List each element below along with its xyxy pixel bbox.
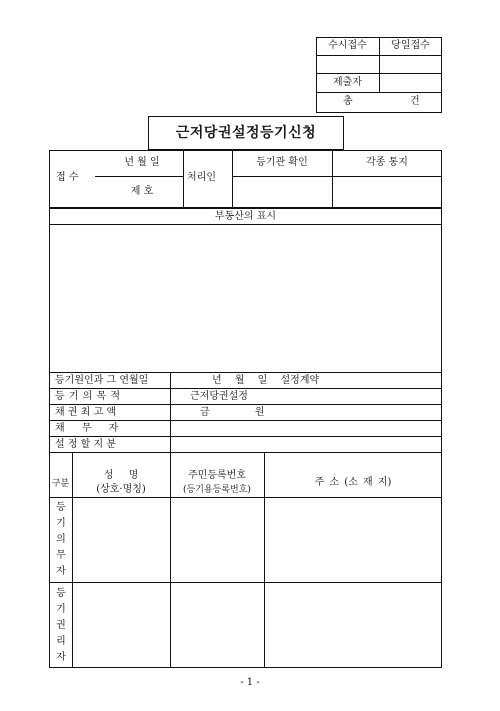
processor-label: 처리인 [187, 172, 216, 183]
cause-row-value[interactable]: 년 월 일 설정계약 [212, 375, 320, 386]
same-day-receipt-label: 당일접수 [391, 40, 430, 51]
obligee-entry-area[interactable] [73, 583, 441, 667]
purpose-label: 등 기 의 목 적 [55, 391, 121, 402]
receipt-number-label: 제 호 [130, 186, 154, 197]
obligee-label: 등기권리자 [56, 588, 66, 663]
immediate-receipt-label: 수시접수 [328, 40, 367, 51]
share-label: 설 정 할 지 분 [55, 439, 117, 450]
total-label: 총 [343, 96, 353, 107]
address-header: 주 소 (소 재 지) [314, 477, 392, 488]
total-unit-label: 건 [410, 96, 420, 107]
obligor-label: 등기의무자 [56, 502, 66, 577]
max-claim-value[interactable]: 금 원 [200, 407, 265, 418]
cause-row-label: 등기원인과 그 연월일 [55, 375, 149, 386]
purpose-value[interactable]: 근저당권설정 [190, 391, 248, 402]
submitter-label: 제출자 [333, 77, 362, 88]
division-header: 구분 [51, 479, 70, 489]
obligor-entry-area[interactable] [73, 498, 441, 581]
name-header-sub: (상호·명칭) [96, 484, 146, 495]
id-number-header: 주민등록번호 [188, 470, 246, 481]
registrar-check-label: 등기관 확인 [256, 157, 308, 168]
receipt-date-label: 년 월 일 [124, 157, 160, 168]
notices-label: 각종 통지 [366, 157, 408, 168]
receipt-label: 접 수 [56, 172, 79, 183]
debtor-label: 채 무 자 [55, 423, 119, 434]
page-number: - 1 - [240, 677, 260, 688]
id-number-header-sub: (등기용등록번호) [183, 485, 251, 495]
name-header: 성 명 [103, 470, 139, 481]
property-description-area[interactable] [50, 225, 441, 371]
max-claim-label: 채 권 최 고 액 [55, 407, 117, 418]
page-title: 근저당권설정등기신청 [175, 125, 317, 141]
property-header: 부동산의 표시 [214, 211, 277, 222]
